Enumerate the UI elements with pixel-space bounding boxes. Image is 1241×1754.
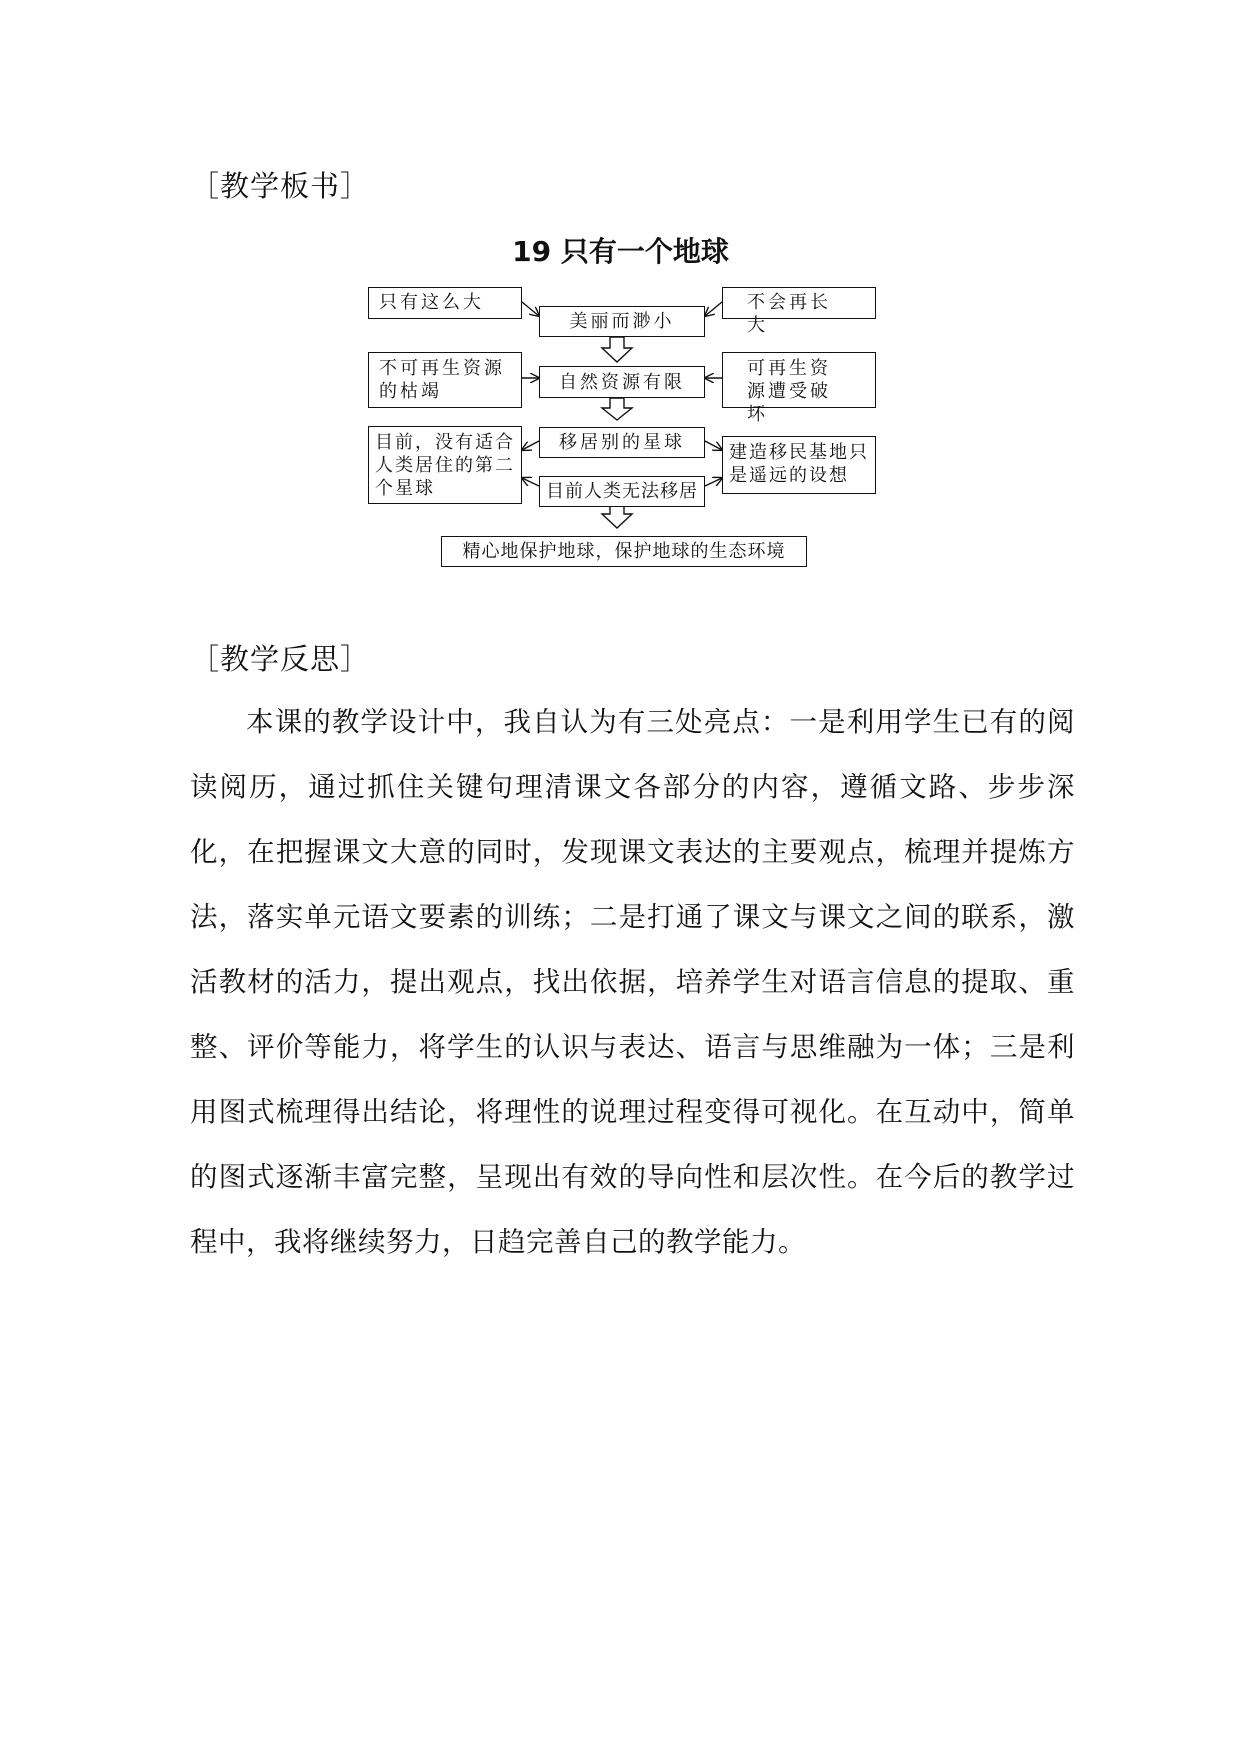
right-box-row3: 建造移民基地只是遥远的设想 <box>722 436 876 494</box>
right-box-row1: 不会再长大 <box>722 287 876 319</box>
center-box-row3: 移居别的星球 <box>539 427 705 458</box>
conclusion-box: 精心地保护地球，保护地球的生态环境 <box>441 536 807 567</box>
board-heading: ［教学板书］ <box>190 169 371 203</box>
reflection-paragraph: 本课的教学设计中，我自认为有三处亮点：一是利用学生已有的阅读阅历，通过抓住关键句理清课文各部分的内容，遵循文路、步步深化，在把握课文大意的同时，发现课文表达的主要观点，梳理并提炼方法，落实单元语文要素的训练；二是打通了课文与课文之间的联系，激活教材的活力，提出观点，找出依据，培养学生对语言信息的提取、重整、评价等能力，将学生的认识与表达、语言与思维融为一体；三是利用图式梳理得出结论，将理性的说理过程变得可视化。在互动中，简单的图式逐渐丰富完整，呈现出有效的导向性和层次性。在今后的教学过程中，我将继续努力，日趋完善自己的教学能力。 <box>190 706 1075 1258</box>
center-box-row2: 自然资源有限 <box>539 366 705 398</box>
arrow-left-row3 <box>522 441 539 450</box>
reflection-heading: ［教学反思］ <box>190 642 371 676</box>
left-box-row1: 只有这么大 <box>368 287 522 319</box>
arrow-right-row4 <box>705 478 722 486</box>
arrow-right-row1 <box>705 302 722 316</box>
down-arrow-2 <box>602 398 632 420</box>
left-box-row3: 目前，没有适合人类居住的第二个星球 <box>368 426 522 504</box>
left-box-row2: 不可再生资源的枯竭 <box>368 352 522 408</box>
diagram-title: 19 只有一个地球 <box>512 235 729 268</box>
arrow-right-row3 <box>705 441 722 450</box>
right-box-row2: 可再生资源遭受破坏 <box>722 352 876 408</box>
center-box-row4: 目前人类无法移居 <box>539 476 705 507</box>
down-arrow-1 <box>602 337 632 362</box>
center-box-row1: 美丽而渺小 <box>539 306 705 337</box>
arrow-left-row4 <box>522 478 539 486</box>
arrow-left-row1 <box>522 302 539 316</box>
